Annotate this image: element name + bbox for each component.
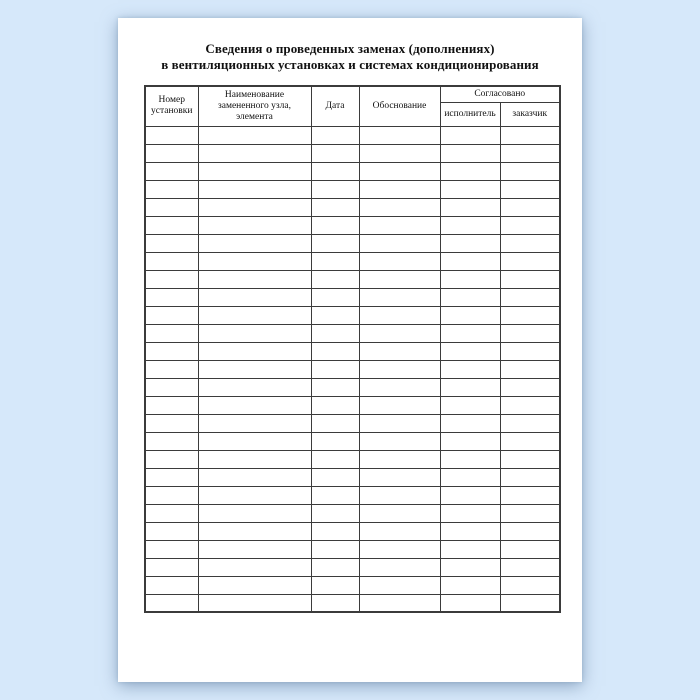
- empty-cell: [359, 144, 440, 162]
- empty-cell: [500, 342, 560, 360]
- empty-cell: [359, 198, 440, 216]
- empty-cell: [359, 540, 440, 558]
- empty-cell: [311, 252, 359, 270]
- empty-cell: [500, 324, 560, 342]
- empty-cell: [440, 594, 500, 612]
- empty-cell: [500, 450, 560, 468]
- empty-cell: [440, 126, 500, 144]
- empty-cell: [311, 468, 359, 486]
- empty-cell: [440, 540, 500, 558]
- empty-cell: [500, 144, 560, 162]
- empty-cell: [145, 378, 198, 396]
- empty-cell: [500, 558, 560, 576]
- empty-cell: [500, 216, 560, 234]
- empty-cell: [145, 576, 198, 594]
- empty-cell: [311, 594, 359, 612]
- empty-cell: [440, 180, 500, 198]
- empty-cell: [311, 396, 359, 414]
- empty-cell: [500, 468, 560, 486]
- empty-cell: [145, 504, 198, 522]
- empty-cell: [311, 216, 359, 234]
- empty-cell: [145, 324, 198, 342]
- empty-cell: [359, 270, 440, 288]
- table-row: [145, 594, 560, 612]
- replacements-table: [144, 85, 561, 613]
- empty-cell: [145, 270, 198, 288]
- empty-cell: [500, 270, 560, 288]
- empty-cell: [311, 558, 359, 576]
- empty-cell: [145, 594, 198, 612]
- empty-cell: [359, 594, 440, 612]
- document-page: [118, 18, 582, 682]
- table-row: [145, 324, 560, 342]
- empty-cell: [198, 252, 311, 270]
- empty-cell: [500, 180, 560, 198]
- empty-cell: [359, 378, 440, 396]
- empty-cell: [198, 306, 311, 324]
- empty-cell: [198, 342, 311, 360]
- empty-cell: [311, 306, 359, 324]
- empty-cell: [440, 198, 500, 216]
- table-header: [145, 86, 560, 126]
- empty-cell: [359, 432, 440, 450]
- empty-cell: [311, 360, 359, 378]
- empty-cell: [359, 216, 440, 234]
- empty-cell: [359, 468, 440, 486]
- empty-cell: [440, 288, 500, 306]
- empty-cell: [500, 576, 560, 594]
- empty-cell: [311, 288, 359, 306]
- empty-cell: [440, 486, 500, 504]
- empty-cell: [198, 486, 311, 504]
- empty-cell: [500, 414, 560, 432]
- empty-cell: [198, 522, 311, 540]
- empty-cell: [145, 432, 198, 450]
- empty-cell: [198, 270, 311, 288]
- empty-cell: [198, 558, 311, 576]
- table-row: [145, 378, 560, 396]
- empty-cell: [359, 486, 440, 504]
- empty-cell: [440, 324, 500, 342]
- table-row: [145, 162, 560, 180]
- document-title-line2: в вентиляционных установках и системах кондиционирования: [161, 57, 539, 72]
- empty-cell: [198, 234, 311, 252]
- empty-cell: [440, 432, 500, 450]
- empty-cell: [359, 324, 440, 342]
- empty-cell: [198, 198, 311, 216]
- empty-cell: [145, 198, 198, 216]
- empty-cell: [198, 414, 311, 432]
- col-header-justification: Обоснование: [359, 86, 440, 126]
- empty-cell: [311, 342, 359, 360]
- empty-cell: [359, 504, 440, 522]
- empty-cell: [359, 162, 440, 180]
- empty-cell: [198, 162, 311, 180]
- table-row: [145, 306, 560, 324]
- empty-cell: [311, 144, 359, 162]
- col-header-date: Дата: [311, 86, 359, 126]
- empty-cell: [145, 360, 198, 378]
- empty-cell: [359, 414, 440, 432]
- empty-cell: [359, 360, 440, 378]
- empty-cell: [198, 468, 311, 486]
- table-row: [145, 234, 560, 252]
- empty-cell: [359, 126, 440, 144]
- empty-cell: [311, 486, 359, 504]
- empty-cell: [145, 162, 198, 180]
- empty-cell: [500, 486, 560, 504]
- empty-cell: [311, 504, 359, 522]
- table-row: [145, 468, 560, 486]
- table-row: [145, 450, 560, 468]
- empty-cell: [145, 486, 198, 504]
- col-header-customer: заказчик: [500, 102, 560, 126]
- empty-cell: [359, 180, 440, 198]
- col-header-installation-number: Номер установки: [145, 86, 198, 126]
- table-row: [145, 126, 560, 144]
- empty-cell: [359, 522, 440, 540]
- empty-cell: [145, 468, 198, 486]
- empty-cell: [440, 414, 500, 432]
- empty-cell: [145, 144, 198, 162]
- document-title-line1: Сведения о проведенных заменах (дополнениях): [205, 41, 495, 56]
- table-row: [145, 540, 560, 558]
- empty-cell: [198, 324, 311, 342]
- empty-cell: [311, 540, 359, 558]
- empty-cell: [145, 306, 198, 324]
- empty-cell: [198, 396, 311, 414]
- empty-cell: [311, 378, 359, 396]
- empty-cell: [440, 234, 500, 252]
- empty-cell: [359, 288, 440, 306]
- empty-cell: [198, 378, 311, 396]
- empty-cell: [198, 180, 311, 198]
- table-row: [145, 180, 560, 198]
- empty-cell: [145, 522, 198, 540]
- empty-cell: [500, 522, 560, 540]
- table-row: [145, 144, 560, 162]
- empty-cell: [500, 540, 560, 558]
- empty-cell: [440, 162, 500, 180]
- empty-cell: [145, 252, 198, 270]
- table-row: [145, 270, 560, 288]
- empty-cell: [145, 540, 198, 558]
- empty-cell: [311, 270, 359, 288]
- empty-cell: [440, 504, 500, 522]
- empty-cell: [440, 306, 500, 324]
- empty-cell: [440, 522, 500, 540]
- empty-cell: [500, 396, 560, 414]
- col-header-replaced-unit-name: Наименование замененного узла, элемента: [198, 86, 311, 126]
- empty-cell: [311, 324, 359, 342]
- empty-cell: [500, 378, 560, 396]
- table-row: [145, 576, 560, 594]
- table-body: [145, 126, 560, 612]
- table-row: [145, 504, 560, 522]
- empty-cell: [311, 180, 359, 198]
- table-row: [145, 288, 560, 306]
- empty-cell: [440, 468, 500, 486]
- empty-cell: [359, 252, 440, 270]
- empty-cell: [145, 180, 198, 198]
- empty-cell: [311, 234, 359, 252]
- empty-cell: [500, 252, 560, 270]
- empty-cell: [440, 270, 500, 288]
- empty-cell: [500, 198, 560, 216]
- empty-cell: [311, 522, 359, 540]
- empty-cell: [500, 360, 560, 378]
- table-row: [145, 522, 560, 540]
- empty-cell: [145, 126, 198, 144]
- empty-cell: [198, 216, 311, 234]
- empty-cell: [440, 252, 500, 270]
- empty-cell: [500, 234, 560, 252]
- table-row: [145, 486, 560, 504]
- empty-cell: [359, 306, 440, 324]
- empty-cell: [198, 576, 311, 594]
- empty-cell: [359, 450, 440, 468]
- empty-cell: [311, 126, 359, 144]
- table-row: [145, 360, 560, 378]
- empty-cell: [359, 558, 440, 576]
- empty-cell: [145, 288, 198, 306]
- empty-cell: [145, 558, 198, 576]
- empty-cell: [359, 234, 440, 252]
- col-header-executor: исполнитель: [440, 102, 500, 126]
- document-title: [128, 41, 572, 73]
- empty-cell: [145, 216, 198, 234]
- empty-cell: [311, 450, 359, 468]
- table-row: [145, 558, 560, 576]
- empty-cell: [500, 288, 560, 306]
- empty-cell: [440, 342, 500, 360]
- table-row: [145, 396, 560, 414]
- empty-cell: [440, 216, 500, 234]
- empty-cell: [500, 504, 560, 522]
- table-row: [145, 216, 560, 234]
- empty-cell: [145, 342, 198, 360]
- empty-cell: [440, 558, 500, 576]
- empty-cell: [440, 378, 500, 396]
- empty-cell: [359, 576, 440, 594]
- empty-cell: [145, 396, 198, 414]
- empty-cell: [440, 396, 500, 414]
- empty-cell: [198, 126, 311, 144]
- empty-cell: [500, 432, 560, 450]
- empty-cell: [198, 504, 311, 522]
- empty-cell: [440, 576, 500, 594]
- table-row: [145, 342, 560, 360]
- empty-cell: [359, 396, 440, 414]
- empty-cell: [440, 144, 500, 162]
- empty-cell: [311, 162, 359, 180]
- table-row: [145, 252, 560, 270]
- empty-cell: [500, 162, 560, 180]
- empty-cell: [311, 432, 359, 450]
- empty-cell: [311, 576, 359, 594]
- empty-cell: [198, 540, 311, 558]
- empty-cell: [198, 360, 311, 378]
- table-row: [145, 198, 560, 216]
- empty-cell: [145, 234, 198, 252]
- empty-cell: [500, 306, 560, 324]
- empty-cell: [500, 126, 560, 144]
- table-row: [145, 432, 560, 450]
- empty-cell: [198, 594, 311, 612]
- col-header-agreed-group: Согласовано: [440, 86, 560, 102]
- empty-cell: [311, 414, 359, 432]
- empty-cell: [500, 594, 560, 612]
- empty-cell: [145, 450, 198, 468]
- empty-cell: [440, 450, 500, 468]
- table-row: [145, 414, 560, 432]
- empty-cell: [198, 144, 311, 162]
- empty-cell: [198, 450, 311, 468]
- header-row-top: [145, 86, 560, 102]
- empty-cell: [198, 288, 311, 306]
- empty-cell: [440, 360, 500, 378]
- empty-cell: [198, 432, 311, 450]
- empty-cell: [311, 198, 359, 216]
- empty-cell: [359, 342, 440, 360]
- empty-cell: [145, 414, 198, 432]
